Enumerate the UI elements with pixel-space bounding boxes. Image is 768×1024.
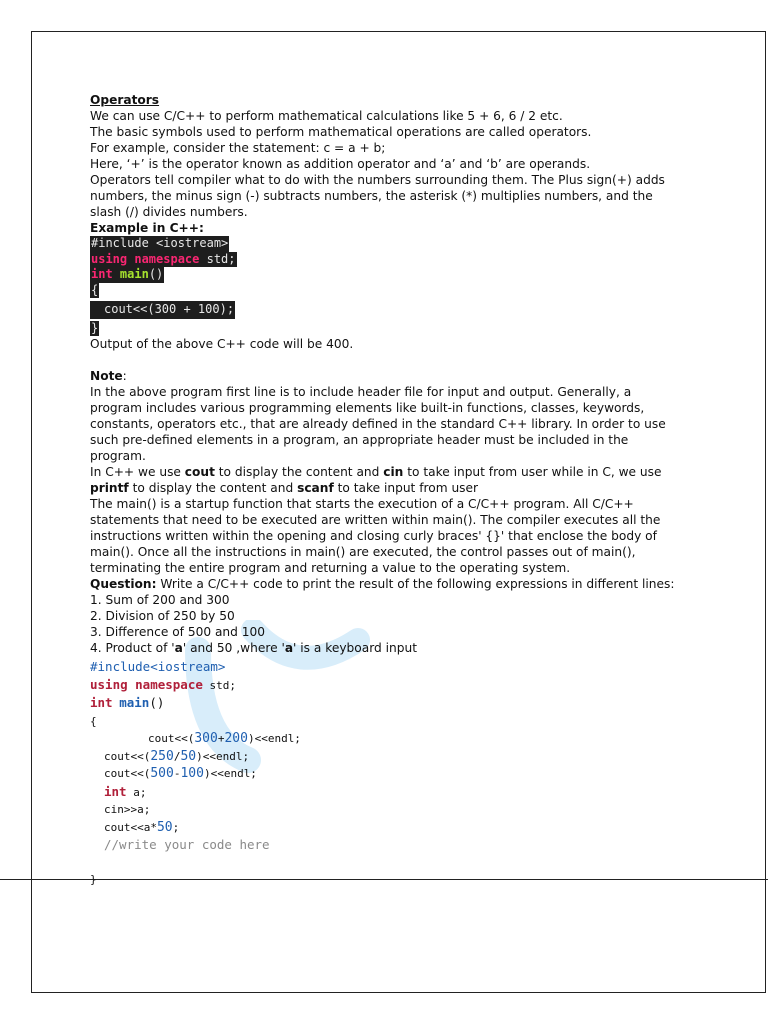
code-line: int a; (104, 783, 147, 799)
code-line: #include <iostream> (91, 236, 229, 250)
intro-line: For example, consider the statement: c = a + b; (90, 141, 386, 155)
question-item: 2. Division of 250 by 50 (90, 609, 235, 623)
code-line: int main() (90, 695, 165, 710)
section-heading: Operators (90, 93, 160, 107)
code-line: cout<<(250/50)<<endl; (104, 748, 250, 764)
code-line: cout<<(500-100)<<endl; (104, 766, 257, 781)
question-item: 1. Sum of 200 and 300 (90, 593, 230, 607)
example-code-block (90, 236, 680, 336)
example-label: Example in C++: (90, 221, 204, 235)
code-line: cout<<(300+200)<<endl; (148, 731, 301, 746)
code-line: { (91, 282, 99, 297)
code-line: #include<iostream> (90, 659, 226, 674)
code-line: int main() (91, 267, 164, 281)
note-paragraph: In C++ we use cout to display the content and cin to take input from user while in C, we use printf to display the content and scanf to take input from user (90, 465, 662, 495)
question-item: 3. Difference of 500 and 100 (90, 625, 266, 639)
answer-code-block (90, 658, 680, 888)
code-comment: //write your code here (104, 837, 270, 852)
code-line: } (91, 320, 99, 335)
output-text: Output of the above C++ code will be 400. (90, 337, 354, 351)
intro-line: Operators tell compiler what to do with the numbers surrounding them. The Plus sign(+) adds numbers, the minus sign (-) subtracts numbers, the asterisk (*) multiplies numbers, and the slash (/) divides numbers. (90, 173, 665, 219)
code-line: using namespace std; (91, 251, 236, 266)
intro-line: The basic symbols used to perform mathematical operations are called operators. (90, 125, 592, 139)
code-line: } (90, 872, 97, 886)
code-line: cout<<a*50; (104, 819, 180, 835)
note-paragraph: The main() is a startup function that starts the execution of a C/C++ program. All C/C++ statements that need to be executed are written within main(). The compiler executes all the instructions written within the opening and closing curly braces' {}' that enclose the body of main(). Once all the instructions in main() are executed, the control passes out of main(), terminating the entire program and returning a value to the operating system. (90, 497, 661, 575)
question-item: 4. Product of 'a' and 50 ,where 'a' is a keyboard input (90, 641, 417, 655)
question-text: Question: Write a C/C++ code to print the result of the following expressions in different lines: (90, 577, 675, 591)
intro-line: We can use C/C++ to perform mathematical calculations like 5 + 6, 6 / 2 etc. (90, 109, 563, 123)
code-line: cin>>a; (104, 803, 151, 816)
code-line: using namespace std; (90, 676, 237, 692)
document-body (90, 92, 680, 888)
code-line: { (90, 714, 97, 728)
intro-line: Here, ‘+’ is the operator known as addition operator and ‘a’ and ‘b’ are operands. (90, 157, 591, 171)
code-line: cout<<(300 + 100); (90, 301, 235, 319)
note-label: Note: (90, 369, 127, 383)
note-paragraph: In the above program first line is to include header file for input and output. Generally, a program includes various programming elements like built-in functions, classes, keywords, constants, operators etc., that are already defined in the standard C++ library. In order to use such pre-defined elements in a program, an appropriate header must be included in the program. (90, 385, 666, 463)
